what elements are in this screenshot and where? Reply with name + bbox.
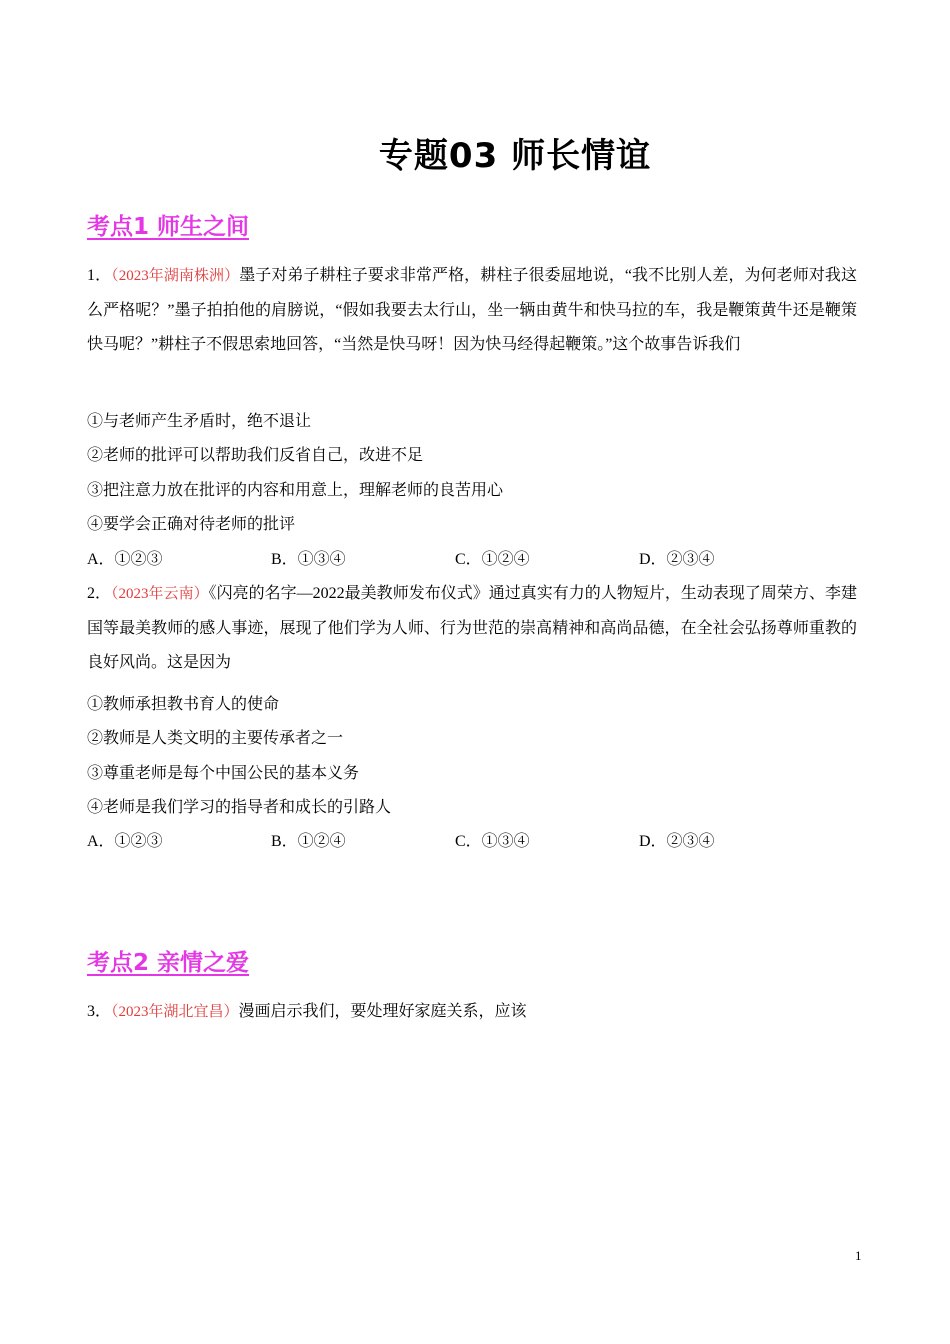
question-3 [87,995,857,1030]
statement-option: ②老师的批评可以帮助我们反省自己，改进不足 [87,447,424,464]
section-heading-2: 考点2 亲情之爱 [87,950,250,976]
question-number: 3． [87,1003,112,1020]
statement-option: ③尊重老师是每个中国公民的基本义务 [87,765,360,782]
answer-choices [87,825,827,859]
choice-c: C．①②④ [455,551,530,568]
choice-c: C．①③④ [455,833,530,850]
answer-choices [87,543,827,577]
statement-option: ④老师是我们学习的指导者和成长的引路人 [87,799,392,816]
question-stem: 漫画启示我们，要处理好家庭关系，应该 [238,1003,527,1020]
question-stem: 《闪亮的名字—2022最美教师发布仪式》通过真实有力的人物短片，生动表现了周荣方、李建国等最美教师的感人事迹，展现了他们学为人师、行为世范的崇高精神和高尚品德，在全社会弘扬尊师重教的良好风尚。这是因为 [87,585,857,671]
statement-option: ①与老师产生矛盾时，绝不退让 [87,413,312,430]
question-source: （2023年云南） [111,586,209,602]
statement-option: ④要学会正确对待老师的批评 [87,516,296,533]
choice-a: A．①②③ [87,833,163,850]
question-source: （2023年湖北宜昌） [111,1004,239,1020]
statement-option: ①教师承担教书育人的使命 [87,696,280,713]
choice-b: B．①③④ [271,551,346,568]
choice-d: D．②③④ [639,833,715,850]
page-number: 1 [855,1248,862,1263]
choice-a: A．①②③ [87,551,163,568]
section-heading-1: 考点1 师生之间 [87,214,250,240]
choice-d: D．②③④ [639,551,715,568]
statement-option: ②教师是人类文明的主要传承者之一 [87,730,344,747]
question-source: （2023年湖南株洲） [111,268,240,284]
question-number: 2． [87,585,112,602]
choice-b: B．①②④ [271,833,346,850]
question-stem: 墨子对弟子耕柱子要求非常严格，耕柱子很委屈地说，“我不比别人差，为何老师对我这么严格呢？”墨子拍拍他的肩膀说，“假如我要去太行山，坐一辆由黄牛和快马拉的车，我是鞭策黄牛还是鞭策快马呢？”耕柱子不假思索地回答，“当然是快马呀！因为快马经得起鞭策。”这个故事告诉我们 [87,267,857,353]
question-1 [87,259,857,363]
question-2 [87,577,857,681]
page-title: 专题03 师长情谊 [378,136,652,176]
statement-option: ③把注意力放在批评的内容和用意上，理解老师的良苦用心 [87,482,504,499]
question-number: 1． [87,267,112,284]
